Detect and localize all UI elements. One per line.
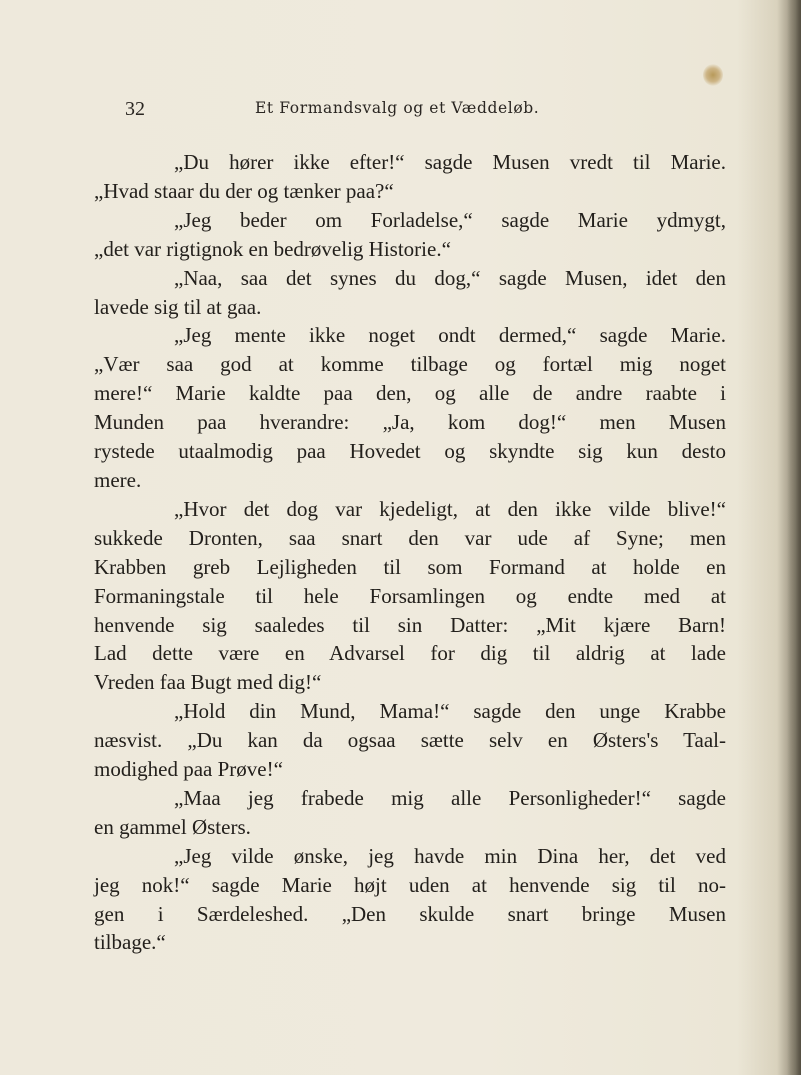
- text-line: „Jeg vilde ønske, jeg havde min Dina her, det ved: [174, 843, 726, 868]
- text-line: „Du hører ikke efter!“ sagde Musen vredt til Marie.: [174, 150, 726, 174]
- text-line: Krabben greb Lejligheden til som Formand at holde en: [94, 554, 726, 579]
- page-number: 32: [125, 98, 145, 120]
- text-line: „Jeg beder om Forladelse,“ sagde Marie ydmygt,: [174, 207, 726, 232]
- paragraph-3: [94, 264, 726, 322]
- text-line: modighed paa Prøve!“: [94, 757, 283, 782]
- text-line: sukkede Dronten, saa snart den var ude af Syne; men: [94, 525, 726, 550]
- text-line: Munden paa hverandre: „Ja, kom dog!“ men Musen: [94, 410, 726, 435]
- text-line: en gammel Østers.: [94, 814, 251, 839]
- paragraph-4: [94, 321, 726, 494]
- paper-stain: [703, 64, 723, 86]
- text-line: „det var rigtignok en bedrøvelig Historie.“: [94, 236, 451, 261]
- text-line: gen i Særdeleshed. „Den skulde snart bringe Musen: [94, 901, 726, 926]
- page-edge-shadow: [787, 0, 801, 1075]
- text-line: Vreden faa Bugt med dig!“: [94, 670, 322, 695]
- text-line: jeg nok!“ sagde Marie højt uden at henvende sig til no-: [94, 872, 726, 897]
- text-line: tilbage.“: [94, 930, 166, 955]
- text-line: mere.: [94, 467, 142, 492]
- paragraph-1: [94, 148, 726, 206]
- text-line: „Maa jeg frabede mig alle Personligheder!“ sagde: [174, 785, 726, 810]
- text-line: „Hold din Mund, Mama!“ sagde den unge Krabbe: [174, 699, 726, 724]
- page-header: [125, 98, 685, 128]
- text-line: lavede sig til at gaa.: [94, 294, 262, 319]
- paragraph-5: [94, 495, 726, 697]
- text-line: næsvist. „Du kan da ogsaa sætte selv en Østers's Taal-: [94, 728, 726, 753]
- text-line: „Naa, saa det synes du dog,“ sagde Musen, idet den: [174, 265, 726, 290]
- text-line: Lad dette være en Advarsel for dig til aldrig at lade: [94, 641, 726, 666]
- text-line: mere!“ Marie kaldte paa den, og alle de andre raabte i: [94, 381, 726, 406]
- body-text: [94, 148, 726, 957]
- text-line: „Jeg mente ikke noget ondt dermed,“ sagde Marie.: [174, 323, 726, 348]
- text-line: „Hvad staar du der og tænker paa?“: [94, 178, 394, 203]
- paragraph-7: [94, 784, 726, 842]
- text-line: „Hvor det dog var kjedeligt, at den ikke vilde blive!“: [174, 496, 726, 521]
- running-title: Et Formandsvalg og et Væddeløb.: [255, 99, 540, 117]
- text-line: rystede utaalmodig paa Hovedet og skyndte sig kun desto: [94, 439, 726, 464]
- paragraph-8: [94, 842, 726, 958]
- text-line: „Vær saa god at komme tilbage og fortæl mig noget: [94, 352, 726, 377]
- text-line: Formaningstale til hele Forsamlingen og endte med at: [94, 583, 726, 608]
- paragraph-6: [94, 697, 726, 784]
- text-line: henvende sig saaledes til sin Datter: „Mit kjære Barn!: [94, 612, 726, 637]
- paragraph-2: [94, 206, 726, 264]
